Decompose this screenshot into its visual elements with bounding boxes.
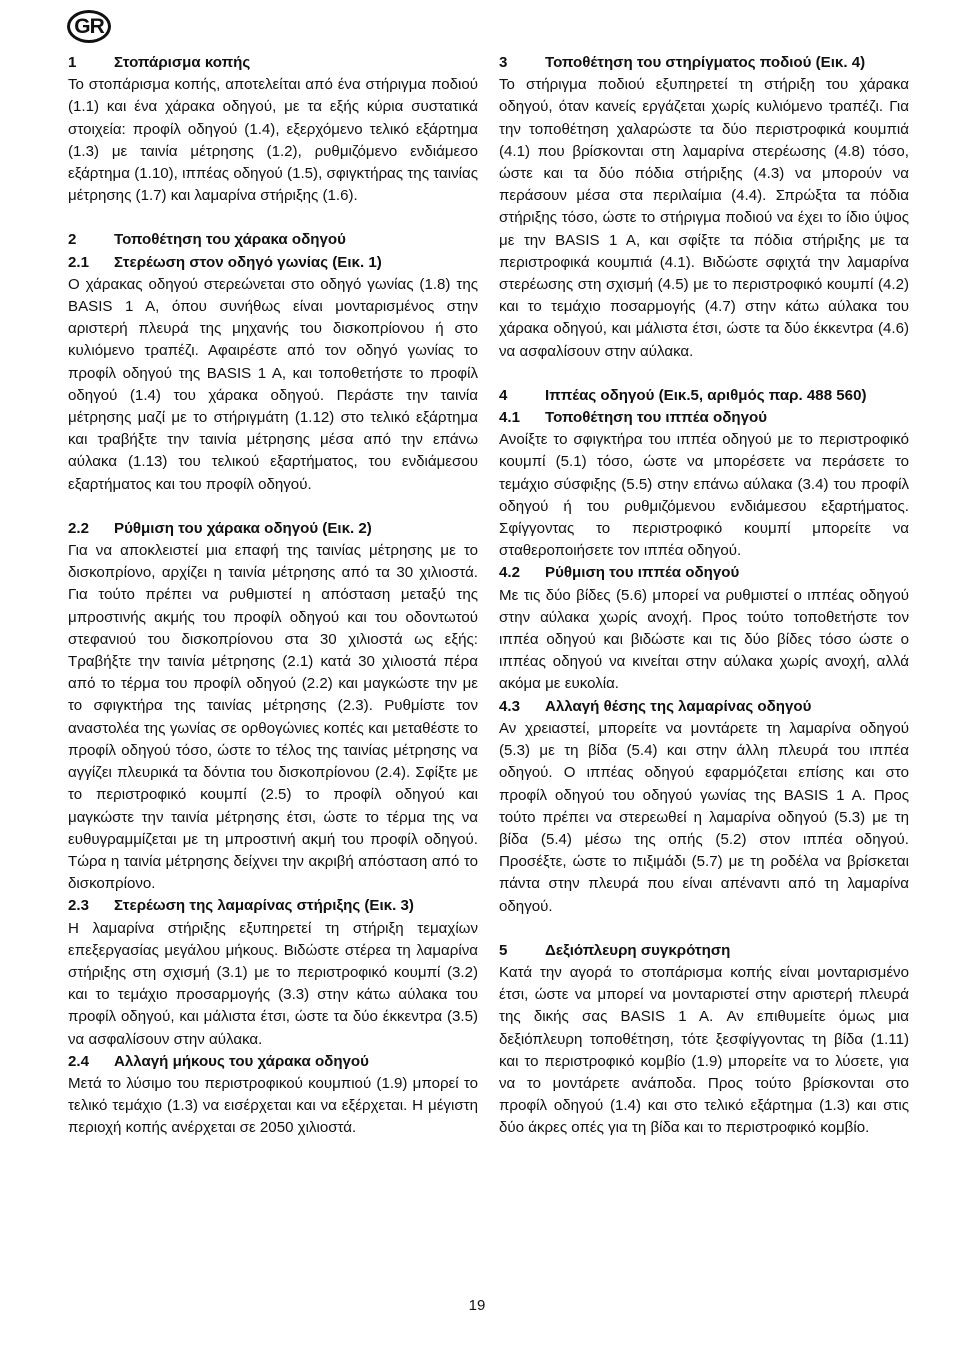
paragraph-section-2-2: Για να αποκλειστεί μια επαφή της ταινίας μέτρησης με το δισκοπρίονο, αρχίζει η ταινία μέτρησης από τα 30 χιλιοστά. Για τούτο πρέπει να ρυθμιστεί η απόσταση μεταξύ της μπροστινής ακμής του προφίλ οδηγού και του οδοντωτού στεφανιού του δισκοπρίονου στα 30 χιλιοστά ως εξής: Τραβήξτε την ταινία μέτρησης (2.1) κατά 30 χιλιοστά πέρα από το τέρμα του προφίλ οδηγού (2.2) και μαγκώστε την με το σφιγκτήρα της ταινίας μέτρησης (2.3). Ρυθμίστε τον αναστολέα της γωνίας σε ορθογώνιες κοπές και μεταθέστε το προφίλ οδηγού τόσο, ώστε το τέλος της ταινίας μέτρησης να αγγίζει πλευρικά τα δόντια του δισκοπρίονου (2.4). Σφίξτε με το περιστροφικό κουμπί (2.5) το προφίλ οδηγού και μαγκώστε την ταινία μέτρησης έτσι, ώστε το τέρμα της να ευθυγραμμίζεται με τη μπροστινή ακμή του προφίλ οδηγού. Τώρα η ταινία μέτρησης δείχνει την ακριβή απόσταση από το δισκοπρίονο.: [68, 542, 478, 893]
heading-number: 2.4: [68, 1052, 89, 1070]
page-number: 19: [468, 1297, 486, 1314]
heading-section-4-1: [499, 407, 909, 429]
heading-title: Δεξιόπλευρη συγκρότηση: [545, 941, 731, 959]
heading-section-2-2: [68, 518, 478, 540]
heading-number: 1: [68, 54, 77, 71]
heading-section-2-1: [68, 252, 478, 274]
heading-title: Ρύθμιση του χάρακα οδηγού (Εικ. 2): [114, 519, 372, 537]
left-column: [68, 52, 478, 1140]
heading-section-2-4: [68, 1051, 478, 1073]
heading-section-4-3: [499, 696, 909, 718]
right-column: [499, 52, 909, 1140]
heading-number: 2.1: [68, 253, 89, 271]
heading-section-2-3: [68, 895, 478, 917]
paragraph-section-3: Το στήριγμα ποδιού εξυπηρετεί τη στήριξη του χάρακα οδηγού, όταν κανείς εργάζεται χωρίς κυλιόμενο τραπέζι. Για την τοποθέτηση χαλαρώστε τα δύο περιστροφικά κουμπιά (4.1) που βρίσκονται στη λαμαρίνα στερέωσης (4.8) τόσο, ώστε και τα δύο πόδια στήριξης (4.3) να μπορούν να περάσουν μέσα στα περιλαίμια (4.4). Σπρώξτα τα πόδια στήριξης τόσο, ώστε το στήριγμα ποδιού να έχει το ίδιο ύψος με την BASIS 1 A, και σφίξτε τα πόδια στήριξης με τα περιστροφικά κουμπιά (4.1). Βιδώστε σφιχτά την λαμαρίνα στερέωσης στη σχισμή (4.5) με το περιστροφικό κουμπί (4.2) και το τεμάχιο ποσαρμογής (4.7) στην κάτω αύλακα του χάρακα οδηγού, και μάλιστα έτσι, ώστε τα δύο έκκεντρα (4.6) να ασφαλίσουν στην αύλακα.: [499, 76, 909, 360]
language-badge-gr: GR: [67, 10, 111, 43]
paragraph-section-5: Κατά την αγορά το στοπάρισμα κοπής είναι μονταρισμένο έτσι, ώστε να μπορεί να μονταριστεί στην αριστερή πλευρά της δικής σας BASIS 1 A. Αν επιθυμείτε όμως μια δεξιόπλευρη τοποθέτηση, τότε ξεσφίγγοντας τη βίδα (1.11) και το περιστροφικό κομβίο (1.9) μπορείτε να το λύσετε, για να το μοντάρετε ανάποδα. Προς τούτο βρίσκονται στο προφίλ οδηγού (1.4) και στο τελικό εξάρτημα (1.3) και στις δύο άκρες οπές για τη βίδα και το περιστροφικό κομβίο.: [499, 963, 909, 1137]
paragraph-section-4-2: Με τις δύο βίδες (5.6) μπορεί να ρυθμιστεί ο ιππέας οδηγού στην αύλακα χωρίς ανοχή. Προς τούτο τοποθετήστε τον ιππέα οδηγού και βιδώστε και τις δύο βίδες τόσο ώστε ο ιππέας οδηγού να κινείται στην αύλακα χωρίς ανοχή, αλλά ακόμα με ευκολία.: [499, 586, 909, 693]
heading-section-4-2: [499, 562, 909, 584]
heading-title: Στερέωση της λαμαρίνας στήριξης (Εικ. 3): [114, 897, 414, 915]
heading-number: 4.2: [499, 564, 520, 582]
heading-number: 5: [499, 941, 508, 959]
paragraph-section-2-3: Η λαμαρίνα στήριξης εξυπηρετεί τη στήριξη τεμαχίων επεξεργασίας μεγάλου μήκους. Βιδώστε στέρεα τη λαμαρίνα στήριξης στη σχισμή (3.1) με το περιστροφικό κουμπί (3.2) και το τεμάχιο προσαρμογής (3.3) στην κάτω αύλακα του προφίλ οδηγού, και μάλιστα έτσι, ώστε τα δύο έκκεντρα (3.5) να ασφαλίσουν στην αύλακα.: [68, 919, 478, 1048]
heading-section-3: [499, 52, 909, 74]
heading-number: 2.2: [68, 519, 89, 537]
heading-number: 2.3: [68, 897, 89, 915]
heading-title: Τοποθέτηση του ιππέα οδηγού: [545, 409, 768, 427]
heading-title: Ιππέας οδηγού (Εικ.5, αριθμός παρ. 488 560): [545, 386, 867, 404]
heading-section-5: [499, 940, 909, 962]
heading-number: 4.3: [499, 697, 520, 715]
heading-section-2: [68, 229, 478, 251]
heading-title: Αλλαγή θέσης της λαμαρίνας οδηγού: [545, 697, 812, 715]
paragraph-section-2-1: Ο χάρακας οδηγού στερεώνεται στο οδηγό γωνίας (1.8) της BASIS 1 A, όπου συνήθως είναι μονταρισμένος στην αριστερή πλευρά της μηχανής του δισκοπρίονου ή στο κυλιόμενο τραπέζι. Αφαιρέστε από τον οδηγό γωνίας το προφίλ οδηγού της BASIS 1 A, και τοποθετήστε το προφίλ οδηγού (1.4) του χάρακα οδηγού. Περάστε την ταινία μέτρησης μαζί με το στήριγμάτη (1.12) στο τελικό εξάρτημα και τραβήξτε την ταινία μέτρησης μέσα από την επάνω αύλακα (1.13) του τελικού εξαρτήματος, του ενδιάμεσου εξαρτήματος και του προφίλ οδηγού.: [68, 275, 478, 493]
heading-number: 4: [499, 386, 508, 404]
heading-title: Τοποθέτηση του στηρίγματος ποδιού (Εικ. 4): [545, 54, 866, 71]
paragraph-section-4-3: Αν χρειαστεί, μπορείτε να μοντάρετε τη λαμαρίνα οδηγού (5.3) με τη βίδα (5.4) και στην άλλη πλευρά του ιππέα οδηγού. Ο ιππέας οδηγού εφαρμόζεται επίσης και στο προφίλ οδηγού του οδηγού γωνίας της BASIS 1 A. Προς τούτο πρέπει να στερεωθεί η λαμαρίνα οδηγού (5.3) με τη βίδα (5.4) μέσω της οπής (5.2) στον ιππέα οδηγού. Προσέξτε, ώστε το πιξιμάδι (5.7) με τη ροδέλα να βρίσκεται πάντα στην πλευρά που είναι απέναντι από τη λαμαρίνα οδηγού.: [499, 719, 909, 915]
heading-title: Τοποθέτηση του χάρακα οδηγού: [114, 231, 346, 249]
heading-title: Αλλαγή μήκους του χάρακα οδηγού: [114, 1052, 369, 1070]
heading-number: 2: [68, 231, 77, 249]
heading-title: Στερέωση στον οδηγό γωνίας (Εικ. 1): [114, 253, 382, 271]
paragraph-section-1: Το στοπάρισμα κοπής, αποτελείται από ένα στήριγμα ποδιού (1.1) και ένα χάρακα οδηγού, με τα εξής κύρια συστατικά στοιχεία: προφίλ οδηγού (1.4), εξερχόμενο τελικό εξάρτημα (1.3) με ταινία μέτρησης (1.2), ρυθμιζόμενο ενδιάμεσο εξάρτημα (1.10), ιππέας οδηγού (1.5), σφιγκτήρας της ταινίας μέτρησης (1.7) και λαμαρίνα στήριξης (1.6).: [68, 76, 478, 205]
paragraph-section-4-1: Ανοίξτε το σφιγκτήρα του ιππέα οδηγού με το περιστροφικό κουμπί (5.1) τόσο, ώστε να μπορέσετε να περάσετε το τεμάχιο σύσφιξης (5.5) στην επάνω αύλακα (3.4) του προφίλ οδηγού ή του ρυθμιζόμενου ενδιάμεσου εξαρτήματος. Σφίγγοντας το περιστροφικό κουμπί μπορείτε να σταθεροποιήσετε τον ιππέα οδηγού.: [499, 431, 909, 560]
heading-title: Στοπάρισμα κοπής: [114, 54, 251, 71]
heading-number: 4.1: [499, 409, 520, 427]
paragraph-section-2-4: Μετά το λύσιμο του περιστροφικού κουμπιού (1.9) μπορεί το τελικό τεμάχιο (1.3) να εισέρχεται και να εξέρχεται. Η μέγιστη περιοχή κοπής ανέρχεται σε 2050 χιλιοστά.: [68, 1074, 478, 1137]
heading-number: 3: [499, 54, 508, 71]
heading-section-4: [499, 385, 909, 407]
heading-section-1: [68, 52, 478, 74]
heading-title: Ρύθμιση του ιππέα οδηγού: [545, 564, 740, 582]
